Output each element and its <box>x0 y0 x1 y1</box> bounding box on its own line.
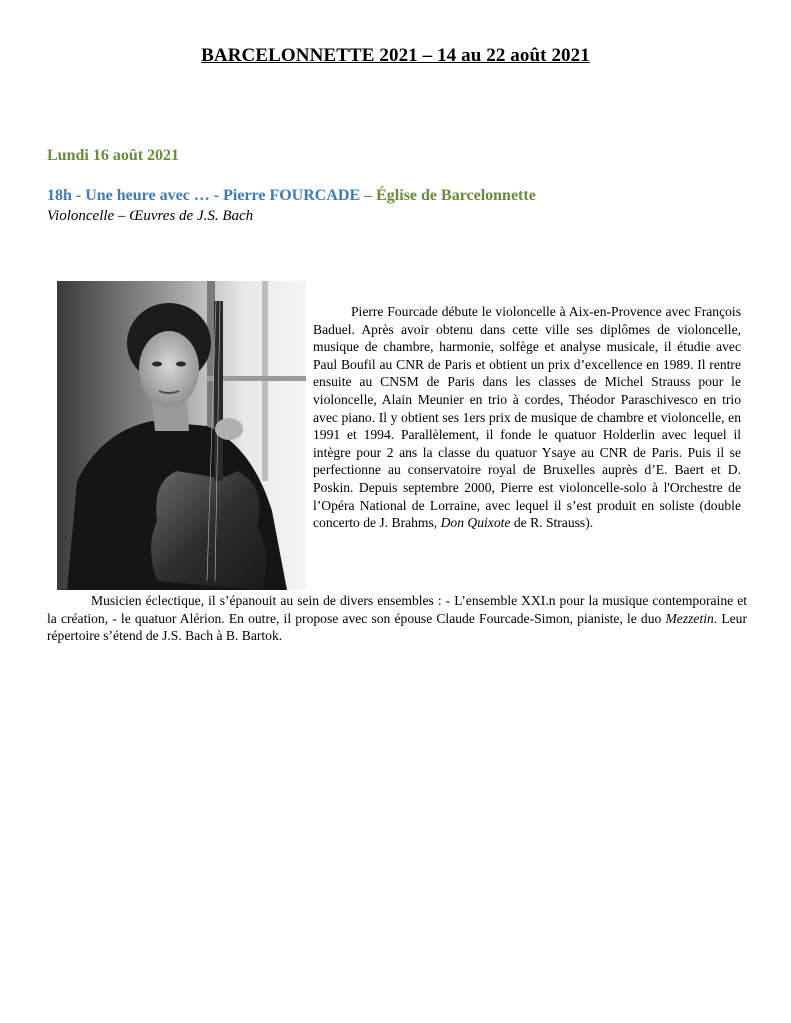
bio-work-title: Don Quixote <box>440 515 511 531</box>
portrait-illustration <box>57 281 306 590</box>
bio-text-2: Musicien éclectique, il s’épanouit au sein de divers ensembles : - L’ensemble XXI.n pour la musique contemporaine et la création, - le quatuor Alérion. En outre, il propose avec son épouse Claude Fourcade-Simon, pianiste, le duo <box>47 593 747 626</box>
biography-paragraph-2 <box>47 592 747 645</box>
event-separator: – <box>360 187 377 204</box>
event-venue: Église de Barcelonnette <box>376 187 536 204</box>
event-time-series: 18h - Une heure avec … - Pierre FOURCADE <box>47 187 361 204</box>
biography-paragraph-1 <box>313 303 741 532</box>
page-title: BARCELONNETTE 2021 – 14 au 22 août 2021 <box>201 45 590 66</box>
event-program: Violoncelle – Œuvres de J.S. Bach <box>47 208 254 224</box>
cellist-portrait-photo <box>57 281 306 590</box>
bio-text-1-end: de R. Strauss). <box>510 515 594 531</box>
event-date: Lundi 16 août 2021 <box>47 147 180 164</box>
bio-duo-name: Mezzetin <box>665 610 714 626</box>
bio-text-1: Pierre Fourcade débute le violoncelle à Aix-en-Provence avec François Baduel. Après avoir obtenu dans cette ville ses diplômes de violoncelle, musique de chambre, harmonie, solfège et analyse musicale, il étudie avec Paul Boufil au CNR de Paris et obtient un prix d’excellence en 1989. Il rentre ensuite au CNSM de Paris dans les classes de Michel Strauss pour le violoncelle, Alain Meunier en trio à cordes, Théodor Paraschivesco en trio avec piano. Il y obtient ses 1ers prix de musique de chambre et violoncelle, en 1991 et 1994. Parallèlement, il fonde le quatuor Holderlin avec lequel il intègre pour 2 ans la classe du quatuor Ysaye au CNR de Paris. Puis il se perfectionne au conservatoire royal de Bruxelles auprès d’E. Baert et D. Poskin. Depuis septembre 2000, Pierre est violoncelle-solo à l'Orchestre de l’Opéra National de Lorraine, avec lequel il s’est produit en soliste (double concerto de J. Brahms, <box>313 304 741 531</box>
event-heading <box>47 187 536 205</box>
bio-text-2-end: . Leur répertoire s’étend de J.S. Bach à B. Bartok. <box>47 610 747 644</box>
